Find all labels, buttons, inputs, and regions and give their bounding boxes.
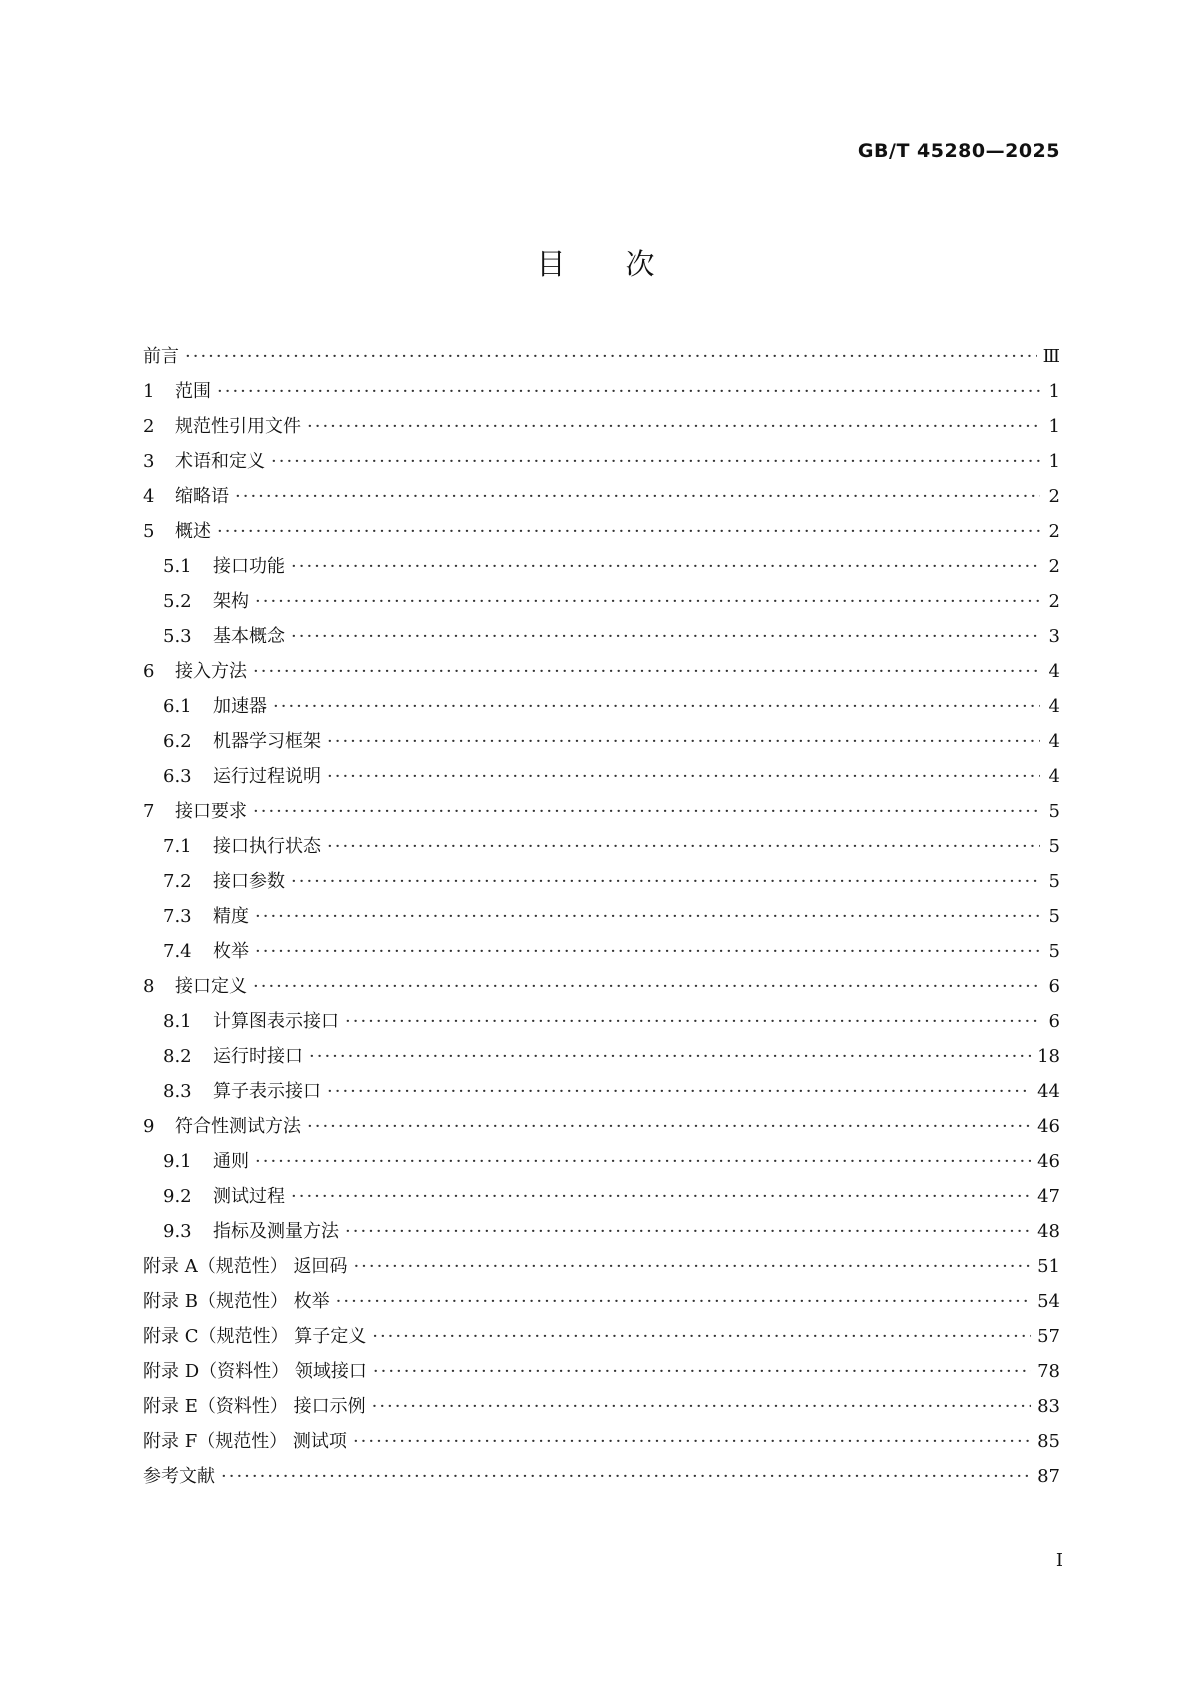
toc-leader-dots: [345, 1004, 1040, 1039]
toc-entry-number: 9.2: [163, 1186, 192, 1207]
toc-entry[interactable]: [143, 654, 1060, 689]
toc-leader-dots: [307, 409, 1040, 444]
toc-entry-label: 机器学习框架: [213, 731, 321, 752]
toc-entry-label: 枚举: [213, 941, 249, 962]
toc-entry[interactable]: [143, 1109, 1060, 1144]
toc-entry-number: 8.1: [163, 1011, 192, 1032]
toc-entry-number: 7.4: [163, 941, 192, 962]
toc-entry-page: 85: [1037, 1431, 1060, 1452]
toc-entry-page: 1: [1048, 416, 1060, 437]
toc-leader-dots: [273, 689, 1040, 724]
toc-entry[interactable]: [143, 1074, 1060, 1109]
toc-leader-dots: [291, 549, 1040, 584]
toc-entry[interactable]: [143, 1214, 1060, 1249]
toc-leader-dots: [327, 829, 1040, 864]
toc-entry-label: 范围: [175, 381, 211, 402]
toc-entry-label: 附录 F（规范性） 测试项: [143, 1431, 347, 1452]
toc-entry-page: 18: [1037, 1046, 1060, 1067]
toc-entry[interactable]: [143, 619, 1060, 654]
toc-entry-label: 架构: [213, 591, 249, 612]
toc-entry-label: 附录 C（规范性） 算子定义: [143, 1326, 367, 1347]
toc-entry-number: 8.2: [163, 1046, 192, 1067]
toc-leader-dots: [336, 1284, 1031, 1319]
toc-entry-label: 指标及测量方法: [213, 1221, 339, 1242]
toc-entry-page: 47: [1037, 1186, 1060, 1207]
page-number: I: [1055, 1550, 1063, 1571]
toc-leader-dots: [372, 1319, 1031, 1354]
toc-leader-dots: [291, 1179, 1031, 1214]
toc-entry-label: 接口功能: [213, 556, 285, 577]
toc-entry-page: Ⅲ: [1042, 346, 1060, 367]
toc-entry-number: 4: [143, 486, 155, 507]
toc-entry[interactable]: [143, 584, 1060, 619]
toc-entry-number: 9: [143, 1116, 155, 1137]
toc-entry-label: 接入方法: [175, 661, 247, 682]
toc-entry-page: 1: [1048, 381, 1060, 402]
toc-entry-page: 2: [1048, 591, 1060, 612]
toc-entry-page: 4: [1048, 696, 1060, 717]
toc-leader-dots: [235, 479, 1040, 514]
toc-leader-dots: [309, 1039, 1031, 1074]
toc-leader-dots: [221, 1459, 1031, 1494]
toc-leader-dots: [327, 1074, 1031, 1109]
toc-entry-label: 接口参数: [213, 871, 285, 892]
toc-entry[interactable]: [143, 514, 1060, 549]
toc-leader-dots: [271, 444, 1040, 479]
toc-entry-label: 附录 A（规范性） 返回码: [143, 1256, 348, 1277]
toc-entry-page: 2: [1048, 521, 1060, 542]
toc-entry-label: 运行时接口: [213, 1046, 303, 1067]
toc-leader-dots: [253, 794, 1040, 829]
toc-leader-dots: [327, 724, 1040, 759]
toc-entry-number: 5.1: [163, 556, 192, 577]
toc-entry-number: 7: [143, 801, 155, 822]
toc-entry-page: 5: [1048, 871, 1060, 892]
toc-entry-label: 附录 B（规范性） 枚举: [143, 1291, 330, 1312]
toc-entry[interactable]: [143, 794, 1060, 829]
toc-entry-number: 8.3: [163, 1081, 192, 1102]
toc-entry[interactable]: [143, 899, 1060, 934]
toc-entry-page: 6: [1048, 976, 1060, 997]
toc-entry[interactable]: [143, 1389, 1060, 1424]
toc-entry-page: 4: [1048, 731, 1060, 752]
toc-leader-dots: [373, 1354, 1031, 1389]
toc-entry-number: 7.1: [163, 836, 192, 857]
toc-entry-number: 1: [143, 381, 155, 402]
toc-entry[interactable]: [143, 1179, 1060, 1214]
toc-entry-page: 46: [1037, 1151, 1060, 1172]
toc-entry[interactable]: [143, 829, 1060, 864]
toc-entry-page: 6: [1048, 1011, 1060, 1032]
toc-entry-page: 87: [1037, 1466, 1060, 1487]
toc-entry[interactable]: [143, 409, 1060, 444]
toc-entry[interactable]: [143, 1319, 1060, 1354]
toc-entry-page: 4: [1048, 661, 1060, 682]
toc-entry[interactable]: [143, 1284, 1060, 1319]
toc-entry-label: 概述: [175, 521, 211, 542]
toc-entry[interactable]: [143, 1004, 1060, 1039]
toc-entry[interactable]: [143, 1144, 1060, 1179]
toc-leader-dots: [353, 1424, 1031, 1459]
table-of-contents: [143, 339, 1060, 1494]
toc-entry-number: 2: [143, 416, 155, 437]
toc-entry[interactable]: [143, 479, 1060, 514]
toc-entry-page: 57: [1037, 1326, 1060, 1347]
toc-entry-label: 接口要求: [175, 801, 247, 822]
toc-leader-dots: [255, 899, 1040, 934]
toc-entry-page: 5: [1048, 941, 1060, 962]
toc-entry[interactable]: [143, 759, 1060, 794]
toc-leader-dots: [353, 1249, 1031, 1284]
toc-entry-page: 5: [1048, 906, 1060, 927]
toc-leader-dots: [255, 1144, 1031, 1179]
toc-entry-page: 54: [1037, 1291, 1060, 1312]
toc-leader-dots: [253, 969, 1040, 1004]
toc-leader-dots: [253, 654, 1040, 689]
toc-entry-label: 规范性引用文件: [175, 416, 301, 437]
toc-entry-label: 基本概念: [213, 626, 285, 647]
toc-leader-dots: [307, 1109, 1031, 1144]
toc-entry-label: 参考文献: [143, 1466, 215, 1487]
toc-entry-page: 44: [1037, 1081, 1060, 1102]
toc-entry-page: 83: [1037, 1396, 1060, 1417]
toc-entry[interactable]: [143, 689, 1060, 724]
toc-entry[interactable]: [143, 1459, 1060, 1494]
toc-entry-label: 符合性测试方法: [175, 1116, 301, 1137]
toc-entry-label: 附录 D（资料性） 领域接口: [143, 1361, 367, 1382]
toc-entry-label: 加速器: [213, 696, 267, 717]
toc-entry-number: 5: [143, 521, 155, 542]
toc-entry-page: 51: [1037, 1256, 1060, 1277]
toc-entry-label: 接口定义: [175, 976, 247, 997]
toc-entry-page: 2: [1048, 556, 1060, 577]
toc-entry-label: 精度: [213, 906, 249, 927]
document-code: GB/T 45280—2025: [857, 140, 1060, 162]
toc-entry-label: 附录 E（资料性） 接口示例: [143, 1396, 366, 1417]
toc-entry-label: 前言: [143, 346, 179, 367]
toc-entry[interactable]: [143, 339, 1060, 374]
toc-entry-number: 6.1: [163, 696, 192, 717]
toc-leader-dots: [185, 339, 1037, 374]
toc-entry-page: 1: [1048, 451, 1060, 472]
toc-leader-dots: [217, 374, 1040, 409]
toc-leader-dots: [345, 1214, 1031, 1249]
toc-entry[interactable]: [143, 374, 1060, 409]
toc-entry[interactable]: [143, 1249, 1060, 1284]
toc-entry-page: 2: [1048, 486, 1060, 507]
toc-entry[interactable]: [143, 969, 1060, 1004]
toc-title: 目次: [536, 247, 715, 281]
toc-entry-number: 7.2: [163, 871, 192, 892]
toc-entry-number: 6.3: [163, 766, 192, 787]
toc-entry-number: 6: [143, 661, 155, 682]
toc-leader-dots: [291, 864, 1040, 899]
toc-entry-page: 78: [1037, 1361, 1060, 1382]
toc-entry-page: 46: [1037, 1116, 1060, 1137]
toc-entry[interactable]: [143, 444, 1060, 479]
toc-entry-number: 5.2: [163, 591, 192, 612]
toc-entry-label: 缩略语: [175, 486, 229, 507]
toc-entry-number: 9.3: [163, 1221, 192, 1242]
toc-leader-dots: [255, 934, 1040, 969]
toc-entry-number: 5.3: [163, 626, 192, 647]
toc-entry[interactable]: [143, 864, 1060, 899]
toc-entry-label: 算子表示接口: [213, 1081, 321, 1102]
toc-entry-number: 3: [143, 451, 155, 472]
toc-entry[interactable]: [143, 1354, 1060, 1389]
toc-entry-label: 测试过程: [213, 1186, 285, 1207]
toc-leader-dots: [291, 619, 1040, 654]
toc-entry-page: 5: [1048, 836, 1060, 857]
toc-entry-label: 运行过程说明: [213, 766, 321, 787]
toc-entry-page: 48: [1037, 1221, 1060, 1242]
toc-leader-dots: [255, 584, 1040, 619]
toc-entry-label: 术语和定义: [175, 451, 265, 472]
toc-entry-label: 通则: [213, 1151, 249, 1172]
toc-entry-page: 5: [1048, 801, 1060, 822]
toc-leader-dots: [372, 1389, 1032, 1424]
toc-entry-label: 计算图表示接口: [213, 1011, 339, 1032]
toc-entry-number: 8: [143, 976, 155, 997]
toc-entry[interactable]: [143, 724, 1060, 759]
toc-entry-number: 7.3: [163, 906, 192, 927]
toc-leader-dots: [327, 759, 1040, 794]
toc-entry[interactable]: [143, 1424, 1060, 1459]
toc-entry-label: 接口执行状态: [213, 836, 321, 857]
toc-entry-page: 4: [1048, 766, 1060, 787]
toc-entry-number: 9.1: [163, 1151, 192, 1172]
toc-entry-page: 3: [1048, 626, 1060, 647]
toc-entry-number: 6.2: [163, 731, 192, 752]
toc-entry[interactable]: [143, 1039, 1060, 1074]
toc-entry[interactable]: [143, 549, 1060, 584]
toc-entry[interactable]: [143, 934, 1060, 969]
toc-leader-dots: [217, 514, 1040, 549]
